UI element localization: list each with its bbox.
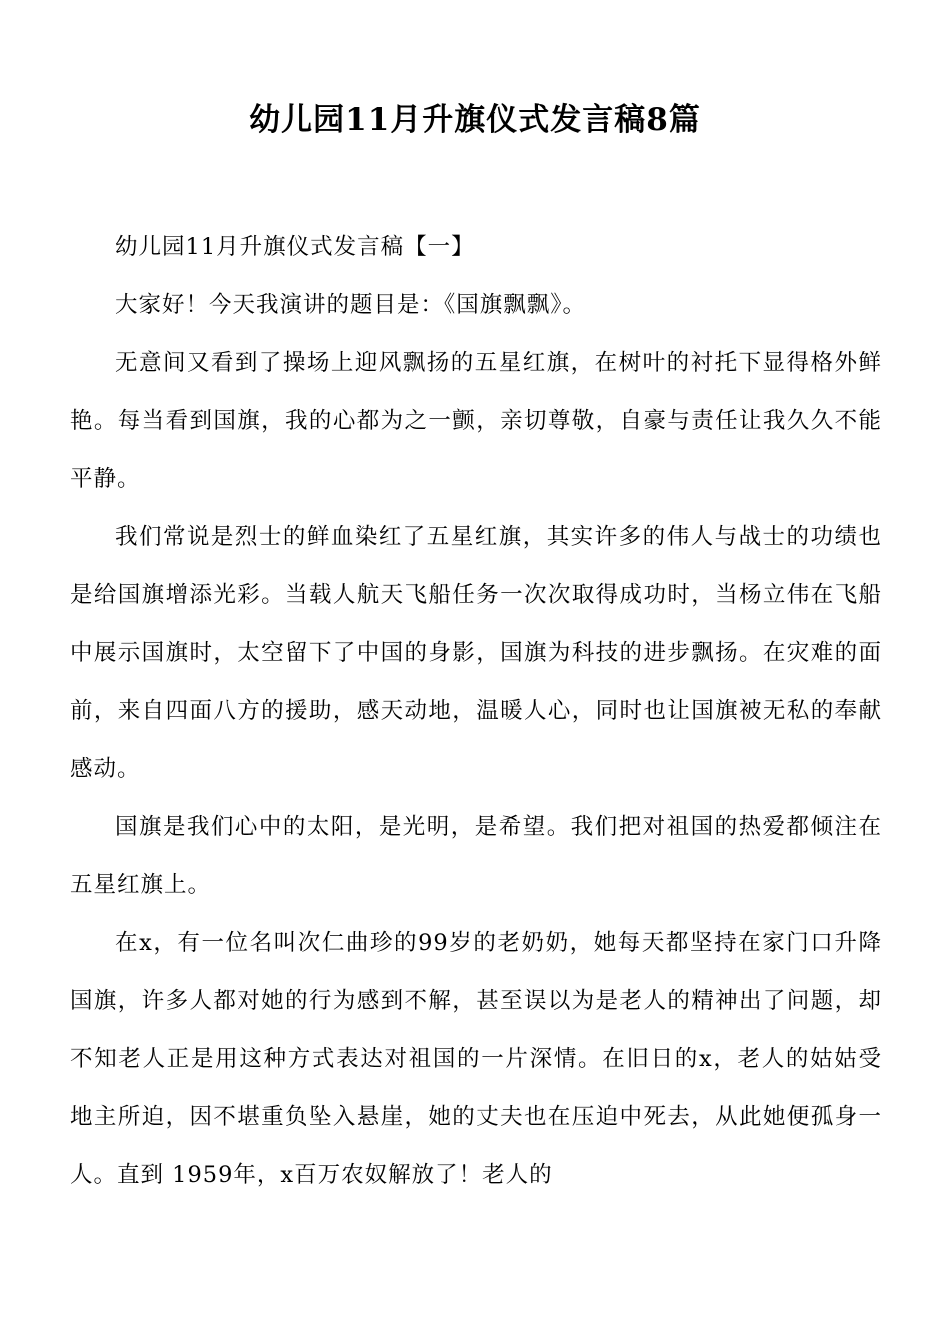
document-title: 幼儿园11月升旗仪式发言稿8篇	[249, 102, 701, 138]
paragraph-grandmother-story: 在x，有一位名叫次仁曲珍的99岁的老奶奶，她每天都坚持在家门口升降国旗，许多人都对她的行为感到不解，甚至误以为是老人的精神出了问题，却不知老人正是用这种方式表达对祖国的一片深情。在旧日的x，老人的姑姑受地主所迫，因不堪重负坠入悬崖，她的丈夫也在压迫中死去，从此她便孤身一人。直到 1959年，x百万农奴解放了！老人的	[70, 930, 882, 1188]
section-heading: 幼儿园11月升旗仪式发言稿【一】	[115, 234, 475, 260]
paragraph-flag-sight: 无意间又看到了操场上迎风飘扬的五星红旗，在树叶的衬托下显得格外鲜艳。每当看到国旗，我的心都为之一颤，亲切尊敬，自豪与责任让我久久不能平静。	[70, 350, 882, 492]
document-body	[70, 218, 882, 1204]
paragraph-greeting: 大家好！今天我演讲的题目是：《国旗飘飘》。	[115, 292, 587, 318]
paragraph-martyrs: 我们常说是烈士的鲜血染红了五星红旗，其实许多的伟人与战士的功绩也是给国旗增添光彩。当载人航天飞船任务一次次取得成功时，当杨立伟在飞船中展示国旗时，太空留下了中国的身影，国旗为科技的进步飘扬。在灾难的面前，来自四面八方的援助，感天动地，温暖人心，同时也让国旗被无私的奉献感动。	[70, 524, 882, 782]
paragraph-sun-hope: 国旗是我们心中的太阳，是光明，是希望。我们把对祖国的热爱都倾注在五星红旗上。	[70, 814, 882, 898]
